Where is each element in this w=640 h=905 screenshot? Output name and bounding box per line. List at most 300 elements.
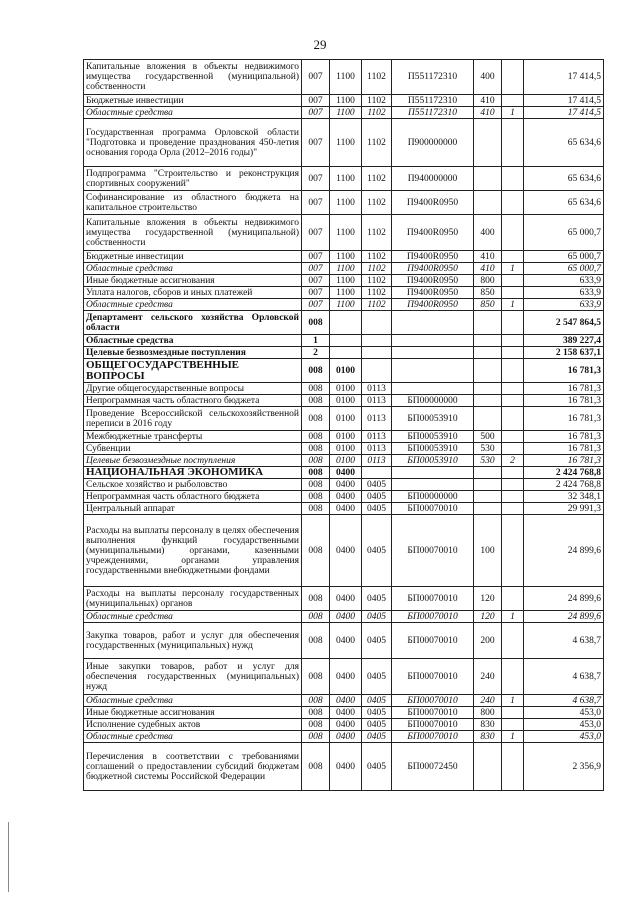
code-target-cell [392, 347, 474, 359]
code-grbs-cell: 007 [302, 95, 330, 107]
code-expense-type-cell [474, 395, 502, 407]
code-source-cell [502, 383, 524, 395]
code-target-cell: БП00072450 [392, 743, 474, 791]
code-section-cell: 0400 [330, 659, 362, 695]
code-target-cell: БП00070010 [392, 623, 474, 659]
item-name-cell: Областные средства [84, 335, 302, 347]
item-name-cell: Областные средства [84, 263, 302, 275]
table-row [84, 659, 604, 695]
item-name-cell: Сельское хозяйство и рыболовство [84, 479, 302, 491]
code-expense-type-cell: 830 [474, 719, 502, 731]
code-subsection-cell: 1102 [362, 119, 392, 167]
code-subsection-cell: 0405 [362, 491, 392, 503]
code-grbs-cell: 007 [302, 107, 330, 119]
code-source-cell [502, 587, 524, 611]
code-target-cell: П9400R0950 [392, 191, 474, 215]
code-expense-type-cell: 120 [474, 587, 502, 611]
code-subsection-cell [362, 467, 392, 479]
code-expense-type-cell: 100 [474, 515, 502, 587]
code-subsection-cell: 1102 [362, 95, 392, 107]
table-row [84, 191, 604, 215]
code-source-cell: 1 [502, 107, 524, 119]
code-target-cell: П9400R0950 [392, 251, 474, 263]
code-grbs-cell: 008 [302, 491, 330, 503]
code-source-cell [502, 347, 524, 359]
code-subsection-cell: 1102 [362, 275, 392, 287]
code-section-cell: 0100 [330, 443, 362, 455]
table-row [84, 311, 604, 335]
item-name-cell: Областные средства [84, 299, 302, 311]
item-name-cell: Подпрограмма "Строительство и реконструкция спортивных сооружений" [84, 167, 302, 191]
amount-cell: 4 638,7 [524, 695, 604, 707]
amount-cell: 453,0 [524, 731, 604, 743]
code-expense-type-cell: 200 [474, 623, 502, 659]
table-row [84, 719, 604, 731]
table-row [84, 263, 604, 275]
code-source-cell [502, 395, 524, 407]
code-source-cell [502, 311, 524, 335]
budget-table [83, 59, 604, 791]
code-expense-type-cell: 800 [474, 275, 502, 287]
code-section-cell: 0400 [330, 743, 362, 791]
amount-cell: 16 781,3 [524, 395, 604, 407]
amount-cell: 24 899,6 [524, 611, 604, 623]
item-name-cell: Государственная программа Орловской области "Подготовка и проведение празднования 450-летия основания города Орла (2012–2016 годы)" [84, 119, 302, 167]
code-grbs-cell: 008 [302, 743, 330, 791]
code-target-cell: БП00000000 [392, 395, 474, 407]
code-target-cell: П9400R0950 [392, 287, 474, 299]
code-grbs-cell: 008 [302, 479, 330, 491]
code-target-cell: П551172310 [392, 60, 474, 95]
code-subsection-cell: 0405 [362, 731, 392, 743]
item-name-cell: Бюджетные инвестиции [84, 95, 302, 107]
code-expense-type-cell: 240 [474, 659, 502, 695]
amount-cell: 2 424 768,8 [524, 467, 604, 479]
code-subsection-cell: 0405 [362, 695, 392, 707]
code-section-cell: 0400 [330, 503, 362, 515]
code-target-cell: БП00070010 [392, 707, 474, 719]
table-row [84, 299, 604, 311]
code-section-cell: 0400 [330, 515, 362, 587]
amount-cell: 633,9 [524, 299, 604, 311]
code-expense-type-cell: 500 [474, 431, 502, 443]
code-grbs-cell: 008 [302, 695, 330, 707]
code-section-cell: 1100 [330, 263, 362, 275]
code-grbs-cell: 008 [302, 719, 330, 731]
code-section-cell: 1100 [330, 60, 362, 95]
code-subsection-cell: 0405 [362, 743, 392, 791]
code-section-cell: 1100 [330, 275, 362, 287]
code-expense-type-cell [474, 407, 502, 431]
table-row [84, 611, 604, 623]
code-subsection-cell: 0113 [362, 443, 392, 455]
code-expense-type-cell: 530 [474, 443, 502, 455]
item-name-cell: НАЦИОНАЛЬНАЯ ЭКОНОМИКА [84, 467, 302, 479]
code-target-cell: БП00070010 [392, 695, 474, 707]
code-target-cell [392, 335, 474, 347]
code-target-cell [392, 359, 474, 383]
code-expense-type-cell [474, 311, 502, 335]
code-target-cell: П9400R0950 [392, 299, 474, 311]
code-section-cell: 0400 [330, 707, 362, 719]
code-section-cell: 1100 [330, 287, 362, 299]
code-expense-type-cell [474, 479, 502, 491]
code-target-cell [392, 383, 474, 395]
code-subsection-cell: 0405 [362, 515, 392, 587]
code-source-cell [502, 443, 524, 455]
code-section-cell: 1100 [330, 95, 362, 107]
amount-cell: 17 414,5 [524, 95, 604, 107]
code-subsection-cell: 0405 [362, 623, 392, 659]
code-subsection-cell: 0113 [362, 383, 392, 395]
code-section-cell: 0100 [330, 359, 362, 383]
item-name-cell: ОБЩЕГОСУДАРСТВЕННЫЕ ВОПРОСЫ [84, 359, 302, 383]
amount-cell: 16 781,3 [524, 455, 604, 467]
code-target-cell: П9400R0950 [392, 275, 474, 287]
code-grbs-cell: 008 [302, 311, 330, 335]
code-grbs-cell: 007 [302, 215, 330, 251]
code-target-cell [392, 311, 474, 335]
code-target-cell: П551172310 [392, 95, 474, 107]
amount-cell: 65 000,7 [524, 215, 604, 251]
table-row [84, 587, 604, 611]
code-target-cell: П551172310 [392, 107, 474, 119]
amount-cell: 453,0 [524, 719, 604, 731]
code-section-cell [330, 311, 362, 335]
code-expense-type-cell: 850 [474, 299, 502, 311]
table-row [84, 60, 604, 95]
item-name-cell: Капитальные вложения в объекты недвижимого имущества государственной (муниципальной) собственности [84, 60, 302, 95]
code-target-cell: П940000000 [392, 167, 474, 191]
item-name-cell: Уплата налогов, сборов и иных платежей [84, 287, 302, 299]
code-source-cell [502, 623, 524, 659]
code-subsection-cell: 0405 [362, 587, 392, 611]
code-target-cell [392, 467, 474, 479]
item-name-cell: Целевые безвозмездные поступления [84, 347, 302, 359]
item-name-cell: Расходы на выплаты персоналу в целях обеспечения выполнения функций государственными (муниципальными) органами, казенными учреждениями, органами управления государственными внебюджетными фондами [84, 515, 302, 587]
code-source-cell [502, 467, 524, 479]
code-subsection-cell: 1102 [362, 299, 392, 311]
code-section-cell: 1100 [330, 119, 362, 167]
item-name-cell: Иные бюджетные ассигнования [84, 275, 302, 287]
code-source-cell: 1 [502, 263, 524, 275]
amount-cell: 17 414,5 [524, 60, 604, 95]
table-row [84, 167, 604, 191]
code-section-cell: 0400 [330, 491, 362, 503]
item-name-cell: Софинансирование из областного бюджета на капитальное строительство [84, 191, 302, 215]
code-subsection-cell: 0405 [362, 611, 392, 623]
table-row [84, 695, 604, 707]
table-row [84, 275, 604, 287]
amount-cell: 2 547 864,5 [524, 311, 604, 335]
code-section-cell: 1100 [330, 251, 362, 263]
amount-cell: 65 000,7 [524, 263, 604, 275]
code-section-cell: 0400 [330, 731, 362, 743]
item-name-cell: Департамент сельского хозяйства Орловской области [84, 311, 302, 335]
code-source-cell: 1 [502, 731, 524, 743]
code-source-cell [502, 719, 524, 731]
code-grbs-cell: 2 [302, 347, 330, 359]
code-expense-type-cell [474, 467, 502, 479]
table-row [84, 479, 604, 491]
code-subsection-cell: 0405 [362, 659, 392, 695]
code-subsection-cell: 1102 [362, 167, 392, 191]
code-source-cell [502, 335, 524, 347]
amount-cell: 16 781,3 [524, 431, 604, 443]
item-name-cell: Иные бюджетные ассигнования [84, 707, 302, 719]
table-row [84, 251, 604, 263]
code-target-cell: БП00053910 [392, 455, 474, 467]
code-section-cell: 0400 [330, 587, 362, 611]
table-row [84, 383, 604, 395]
code-expense-type-cell: 400 [474, 60, 502, 95]
code-source-cell [502, 287, 524, 299]
amount-cell: 4 638,7 [524, 623, 604, 659]
code-source-cell [502, 275, 524, 287]
amount-cell: 24 899,6 [524, 587, 604, 611]
item-name-cell: Областные средства [84, 695, 302, 707]
table-row [84, 503, 604, 515]
code-target-cell [392, 479, 474, 491]
table-row [84, 407, 604, 431]
code-target-cell: П9400R0950 [392, 215, 474, 251]
code-section-cell: 0400 [330, 695, 362, 707]
code-section-cell: 0400 [330, 479, 362, 491]
code-grbs-cell: 008 [302, 659, 330, 695]
code-expense-type-cell [474, 743, 502, 791]
table-row [84, 95, 604, 107]
page-number: 29 [313, 37, 327, 52]
code-subsection-cell [362, 335, 392, 347]
code-source-cell [502, 743, 524, 791]
code-section-cell: 1100 [330, 299, 362, 311]
table-row [84, 491, 604, 503]
code-subsection-cell: 1102 [362, 107, 392, 119]
code-source-cell [502, 515, 524, 587]
code-section-cell: 1100 [330, 191, 362, 215]
code-subsection-cell: 1102 [362, 251, 392, 263]
code-expense-type-cell [474, 383, 502, 395]
code-section-cell: 0400 [330, 611, 362, 623]
amount-cell: 453,0 [524, 707, 604, 719]
code-grbs-cell: 008 [302, 359, 330, 383]
code-expense-type-cell: 850 [474, 287, 502, 299]
amount-cell: 2 424 768,8 [524, 479, 604, 491]
code-section-cell: 0400 [330, 623, 362, 659]
code-grbs-cell: 007 [302, 251, 330, 263]
code-target-cell: БП00070010 [392, 587, 474, 611]
code-grbs-cell: 008 [302, 383, 330, 395]
code-section-cell: 0100 [330, 407, 362, 431]
code-subsection-cell [362, 311, 392, 335]
code-grbs-cell: 007 [302, 119, 330, 167]
code-expense-type-cell: 410 [474, 95, 502, 107]
amount-cell: 65 634,6 [524, 191, 604, 215]
code-expense-type-cell [474, 503, 502, 515]
code-section-cell: 0100 [330, 455, 362, 467]
table-row [84, 335, 604, 347]
amount-cell: 65 634,6 [524, 119, 604, 167]
code-grbs-cell: 007 [302, 275, 330, 287]
code-section-cell: 1100 [330, 167, 362, 191]
amount-cell: 2 356,9 [524, 743, 604, 791]
code-subsection-cell: 0113 [362, 407, 392, 431]
table-row [84, 443, 604, 455]
item-name-cell: Проведение Всероссийской сельскохозяйственной переписи в 2016 году [84, 407, 302, 431]
code-target-cell: БП00053910 [392, 431, 474, 443]
table-body [84, 60, 604, 791]
table-row [84, 347, 604, 359]
item-name-cell: Непрограммная часть областного бюджета [84, 395, 302, 407]
item-name-cell: Непрограммная часть областного бюджета [84, 491, 302, 503]
code-subsection-cell: 1102 [362, 191, 392, 215]
code-grbs-cell: 008 [302, 455, 330, 467]
code-expense-type-cell [474, 191, 502, 215]
amount-cell: 16 781,3 [524, 443, 604, 455]
code-expense-type-cell: 410 [474, 107, 502, 119]
code-target-cell: БП00070010 [392, 731, 474, 743]
amount-cell: 65 634,6 [524, 167, 604, 191]
amount-cell: 389 227,4 [524, 335, 604, 347]
code-expense-type-cell [474, 167, 502, 191]
amount-cell: 32 348,1 [524, 491, 604, 503]
code-subsection-cell: 1102 [362, 215, 392, 251]
code-source-cell [502, 119, 524, 167]
code-source-cell [502, 215, 524, 251]
code-expense-type-cell: 410 [474, 263, 502, 275]
code-grbs-cell: 008 [302, 707, 330, 719]
code-expense-type-cell: 400 [474, 215, 502, 251]
amount-cell: 17 414,5 [524, 107, 604, 119]
item-name-cell: Иные закупки товаров, работ и услуг для обеспечения государственных (муниципальных) нужд [84, 659, 302, 695]
item-name-cell: Закупка товаров, работ и услуг для обеспечения государственных (муниципальных) нужд [84, 623, 302, 659]
item-name-cell: Областные средства [84, 611, 302, 623]
code-source-cell: 1 [502, 611, 524, 623]
code-source-cell [502, 479, 524, 491]
code-grbs-cell: 008 [302, 503, 330, 515]
amount-cell: 16 781,3 [524, 383, 604, 395]
item-name-cell: Капитальные вложения в объекты недвижимого имущества государственной (муниципальной) собственности [84, 215, 302, 251]
code-expense-type-cell [474, 491, 502, 503]
code-target-cell: БП00000000 [392, 491, 474, 503]
code-section-cell [330, 335, 362, 347]
code-section-cell: 0400 [330, 719, 362, 731]
code-grbs-cell: 008 [302, 587, 330, 611]
item-name-cell: Областные средства [84, 731, 302, 743]
code-subsection-cell: 0405 [362, 719, 392, 731]
code-subsection-cell [362, 359, 392, 383]
scan-edge-mark [8, 822, 9, 892]
code-source-cell [502, 251, 524, 263]
code-target-cell: БП00070010 [392, 719, 474, 731]
table-row [84, 455, 604, 467]
code-expense-type-cell: 830 [474, 731, 502, 743]
code-grbs-cell: 008 [302, 611, 330, 623]
code-subsection-cell: 0113 [362, 455, 392, 467]
table-row [84, 731, 604, 743]
item-name-cell: Другие общегосударственные вопросы [84, 383, 302, 395]
code-subsection-cell: 1102 [362, 263, 392, 275]
code-target-cell: БП00053910 [392, 407, 474, 431]
item-name-cell: Межбюджетные трансферты [84, 431, 302, 443]
amount-cell: 24 899,6 [524, 515, 604, 587]
code-source-cell: 1 [502, 299, 524, 311]
code-source-cell [502, 503, 524, 515]
code-grbs-cell: 008 [302, 407, 330, 431]
code-target-cell: П9400R0950 [392, 263, 474, 275]
amount-cell: 16 781,3 [524, 359, 604, 383]
code-source-cell: 2 [502, 455, 524, 467]
table-row [84, 359, 604, 383]
code-grbs-cell: 007 [302, 263, 330, 275]
code-grbs-cell: 007 [302, 299, 330, 311]
code-section-cell: 1100 [330, 107, 362, 119]
amount-cell: 633,9 [524, 275, 604, 287]
code-grbs-cell: 008 [302, 515, 330, 587]
item-name-cell: Бюджетные инвестиции [84, 251, 302, 263]
code-source-cell [502, 431, 524, 443]
code-grbs-cell: 008 [302, 431, 330, 443]
code-subsection-cell: 0405 [362, 503, 392, 515]
code-expense-type-cell: 530 [474, 455, 502, 467]
code-source-cell [502, 659, 524, 695]
table-row [84, 287, 604, 299]
amount-cell: 29 991,3 [524, 503, 604, 515]
code-section-cell: 0100 [330, 431, 362, 443]
amount-cell: 4 638,7 [524, 659, 604, 695]
code-source-cell [502, 191, 524, 215]
code-grbs-cell: 008 [302, 731, 330, 743]
code-source-cell [502, 167, 524, 191]
table-row [84, 623, 604, 659]
code-source-cell [502, 407, 524, 431]
code-subsection-cell: 0405 [362, 479, 392, 491]
code-grbs-cell: 008 [302, 467, 330, 479]
table-row [84, 395, 604, 407]
code-source-cell [502, 359, 524, 383]
code-target-cell: БП00070010 [392, 515, 474, 587]
code-grbs-cell: 008 [302, 443, 330, 455]
code-section-cell [330, 347, 362, 359]
code-grbs-cell: 007 [302, 167, 330, 191]
item-name-cell: Перечисления в соответствии с требованиями соглашений о предоставлении субсидий бюджетам бюджетной системы Российской Федерации [84, 743, 302, 791]
item-name-cell: Субвенции [84, 443, 302, 455]
code-expense-type-cell: 240 [474, 695, 502, 707]
code-grbs-cell: 008 [302, 623, 330, 659]
code-expense-type-cell [474, 347, 502, 359]
item-name-cell: Центральный аппарат [84, 503, 302, 515]
code-subsection-cell: 0113 [362, 395, 392, 407]
table-row [84, 431, 604, 443]
code-source-cell [502, 95, 524, 107]
code-source-cell [502, 707, 524, 719]
code-section-cell: 1100 [330, 215, 362, 251]
code-grbs-cell: 007 [302, 60, 330, 95]
item-name-cell: Целевые безвозмездные поступления [84, 455, 302, 467]
code-grbs-cell: 008 [302, 395, 330, 407]
code-expense-type-cell: 120 [474, 611, 502, 623]
amount-cell: 65 000,7 [524, 251, 604, 263]
code-expense-type-cell [474, 119, 502, 167]
code-subsection-cell: 1102 [362, 60, 392, 95]
code-target-cell: БП00070010 [392, 503, 474, 515]
item-name-cell: Областные средства [84, 107, 302, 119]
item-name-cell: Расходы на выплаты персоналу государственных (муниципальных) органов [84, 587, 302, 611]
code-expense-type-cell: 800 [474, 707, 502, 719]
code-target-cell: БП00070010 [392, 659, 474, 695]
code-target-cell: П900000000 [392, 119, 474, 167]
code-grbs-cell: 1 [302, 335, 330, 347]
